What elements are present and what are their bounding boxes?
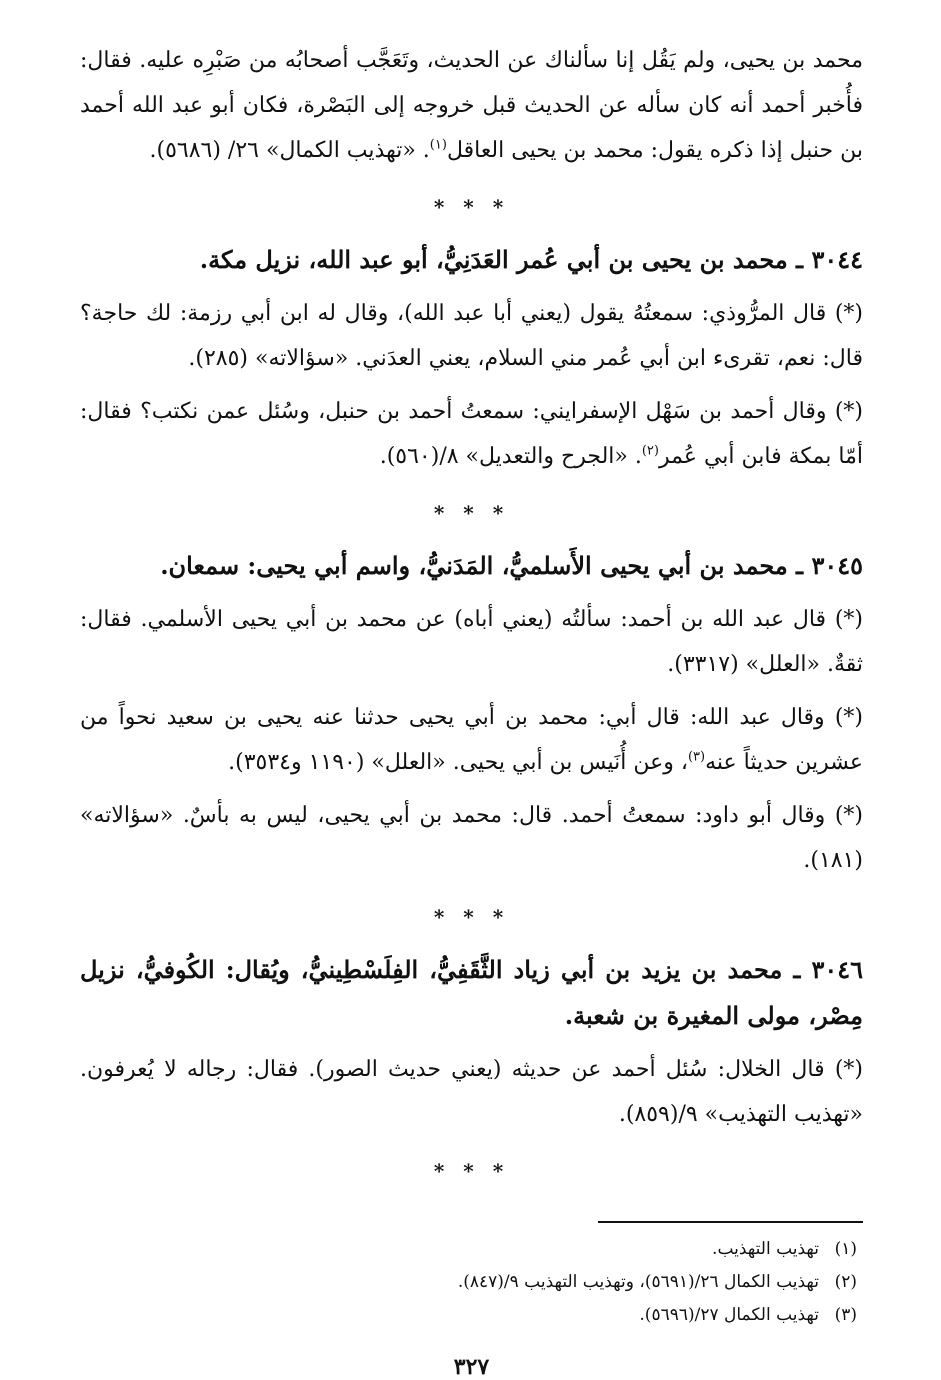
entry-3044 [80,237,863,479]
footnote-2 [80,1266,863,1299]
footnote-ref-1[interactable]: (١) [429,137,447,153]
section-separator: * * * [433,905,510,929]
entry-text-end: . «الجرح والتعديل» ٨/(٥٦٠). [379,444,642,469]
section-separator: * * * [433,1159,510,1183]
entry-paragraph [80,1047,863,1137]
intro-line-2: فقال: فأُخبر أحمد أنه كان سأله عن الحديث قبل خروجه إلى البَصْرة، فكان أبو عبد الله [80,48,863,118]
entry-paragraph [80,291,863,381]
section-separator: * * * [433,195,510,219]
footnote-1 [80,1233,863,1266]
intro-line-3-end: . «تهذيب الكمال» ٢٦/ [227,138,430,163]
intro-paragraph [80,38,863,173]
entry-title: ٣٠٤٥ ـ محمد بن أبي يحيى الأَسلميُّ، المَدَنيُّ، واسم أبي يحيى: سمعان. [160,551,863,580]
intro-line-4: (٥٦٨٦). [149,138,221,163]
footnote-ref-3[interactable]: (٣) [687,749,706,765]
entry-text: (*) قال الخلال: سُئل أحمد عن حديثه (يعني حديث الصور). فقال: رجاله لا يُعرفون. «تهذيب التهذيب» ٩/(٨٥٩). [80,1057,863,1127]
footnote-3 [80,1299,863,1332]
entry-text: (*) قال المرُّوذي: سمعتُهُ يقول (يعني أبا عبد الله)، وقال له ابن أبي رزمة: لك حاجة؟ قال: نعم، تقرىء ابن أبي عُمر مني السلام، يعني العدَني. «سؤالاته» (٢٨٥). [80,301,864,371]
section-separator: * * * [433,501,510,525]
footnote-number: (٢) [834,1272,857,1292]
entry-title: ٣٠٤٦ ـ محمد بن يزيد بن أبي زياد الثَّقَفِيُّ، الفِلَسْطِينيُّ، ويُقال: الكُوفيُّ، نزيل مِصْر، مولى المغيرة بن شعبة. [80,955,863,1030]
entry-paragraph [80,597,863,687]
footnote-text: تهذيب الكمال ٢٧/(٥٦٩٦). [639,1305,819,1325]
entry-paragraph [80,695,863,785]
intro-line-3: أحمد بن حنبل إذا ذكره يقول: محمد بن يحيى العاقل [80,93,863,163]
entry-text: (*) وقال أحمد بن سَهْل الإسفرايني: سمعتُ أحمد بن حنبل، وسُئل عمن نكتب؟ فقال: أمّا بمكة فابن أبي عُمر [80,399,863,469]
footnote-number: (٣) [834,1305,857,1325]
entry-3045 [80,543,863,883]
entry-3046 [80,947,863,1137]
footnotes [80,1233,863,1332]
entry-text-end: ، وعن أُنَيس بن أبي يحيى. «العلل» (١١٩٠ و٣٥٣٤). [228,750,688,775]
footnote-text: تهذيب الكمال ٢٦/(٥٦٩١)، وتهذيب التهذيب ٩/(٨٤٧). [457,1272,819,1292]
entry-text: (*) وقال أبو داود: سمعتُ أحمد. قال: محمد بن أبي يحيى، ليس به بأسٌ. «سؤالاته» (١٨١). [80,803,863,873]
entry-paragraph [80,793,863,883]
footnote-divider [598,1221,863,1223]
footnote-text: تهذيب التهذيب. [712,1239,819,1259]
entry-title: ٣٠٤٤ ـ محمد بن يحيى بن أبي عُمر العَدَنِيُّ، أبو عبد الله، نزيل مكة. [199,245,863,274]
entry-text: (*) قال عبد الله بن أحمد: سألتُه (يعني أباه) عن محمد بن أبي يحيى الأسلمي. فقال: ثقةٌ. «العلل» (٣٣١٧). [80,607,863,677]
entry-paragraph [80,389,863,479]
footnote-ref-2[interactable]: (٢) [641,443,659,459]
footnote-number: (١) [834,1239,857,1259]
entry-text: (*) وقال عبد الله: قال أبي: محمد بن أبي يحيى حدثنا عنه يحيى بن سعيد نحواً من عشرين حديثاً عنه [80,705,863,775]
intro-line-1: محمد بن يحيى، ولم يَقُل إنا سألناك عن الحديث، وتَعَجَّب أصحابُه من صَبْرِه عليه. [139,48,864,73]
page-number: ٣٢٧ [453,1354,490,1380]
